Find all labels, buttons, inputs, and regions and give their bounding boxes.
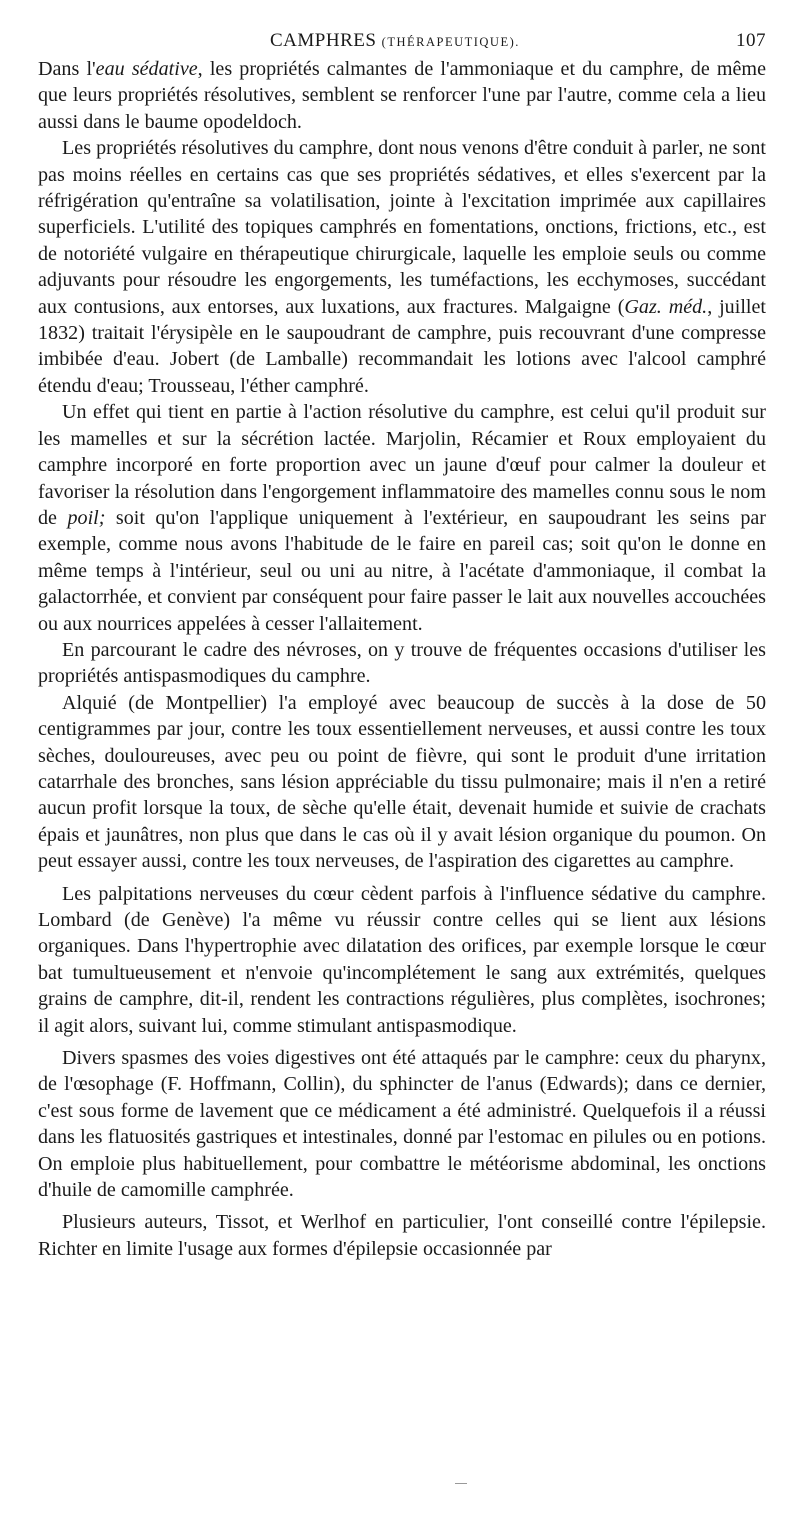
- running-head: [38, 30, 766, 56]
- text-run: Les propriétés résolutives du camphre, dont nous venons d'être conduit à parler, ne sont pas moins réelles en certains cas que ses propriétés sédatives, et elles s'exercent par la réfrigération qu'entraîne sa volatilisation, jointe à l'excitation imprimée aux capillaires superficiels. L'utilité des topiques camphrés en fomentations, onctions, frictions, etc., est de notoriété vulgaire en thérapeutique chirurgicale, laquelle les emploie seuls ou comme adjuvants pour résoudre les engorgements, les tuméfactions, les ecchymoses, succédant aux contusions, aux entorses, aux luxations, aux fractures. Malgaigne (: [38, 137, 766, 318]
- text-run: Plusieurs auteurs, Tissot, et Werlhof en particulier, l'ont conseillé contre l'épilepsie. Richter en limite l'usage aux formes d'épilepsie occasionnée par: [38, 1211, 766, 1260]
- body-text: [38, 56, 766, 1262]
- paragraph: [38, 135, 766, 399]
- paragraph: [38, 690, 766, 875]
- running-title-subtitle: (THÉRAPEUTIQUE).: [381, 35, 520, 49]
- text-run: , juillet 1832) traitait l'érysipèle en le saupoudrant de camphre, puis recouvrant d'une compresse imbibée d'eau. Jobert (de Lamballe) recommandait les lotions avec l'alcool camphré étendu d'eau; Trousseau, l'éther camphré.: [38, 295, 766, 397]
- italic-text: poil;: [67, 506, 106, 529]
- italic-text: eau sédative: [95, 58, 198, 80]
- text-run: Dans l': [38, 58, 96, 80]
- footer-mark: [455, 1483, 467, 1484]
- text-run: , les propriétés calmantes de l'ammoniaque et du camphre, de même que leurs propriétés résolutives, semblent se renforcer l'une par l'autre, comme cela a lieu aussi dans le baume opodeldoch.: [38, 58, 766, 133]
- paragraph: [38, 881, 766, 1039]
- text-run: Divers spasmes des voies digestives ont été attaqués par le camphre: ceux du pharynx, de l'œsophage (F. Hoffmann, Collin), du sphincter de l'anus (Edwards); dans ce dernier, c'est sous forme de lavement que ce médicament a été administré. Quelquefois il a réussi dans les flatuosités gastriques et intestinales, donné par l'estomac en pilules ou en potions. On emploie plus habituellement, pour combattre le météorisme abdominal, les onctions d'huile de camomille camphrée.: [38, 1047, 766, 1202]
- page-number: 107: [736, 30, 766, 51]
- paragraph: [38, 56, 766, 135]
- paragraph: [38, 1209, 766, 1262]
- paragraph: [38, 1045, 766, 1203]
- page: [38, 30, 766, 1262]
- running-title-main: CAMPHRES: [270, 30, 377, 51]
- italic-text: Gaz. méd.: [624, 295, 708, 318]
- text-run: soit qu'on l'applique uniquement à l'extérieur, en saupoudrant les seins par exemple, comme nous avons l'habitude de le faire en pareil cas; soit qu'on le donne en même temps à l'intérieur, seul ou uni au nitre, à l'acétate d'ammoniaque, il combat la galactorrhée, et convient par conséquent pour faire passer le lait aux nouvelles accouchées ou aux nourrices appelées à cesser l'allaitement.: [38, 506, 766, 635]
- text-run: Un effet qui tient en partie à l'action résolutive du camphre, est celui qu'il produit sur les mamelles et sur la sécrétion lactée. Marjolin, Récamier et Roux employaient du camphre incorporé en forte proportion avec un jaune d'œuf pour calmer la douleur et favoriser la résolution dans l'engorgement inflammatoire des mamelles connu sous le nom de: [38, 401, 766, 529]
- paragraph: [38, 637, 766, 690]
- running-title: [270, 30, 520, 52]
- text-run: Alquié (de Montpellier) l'a employé avec beaucoup de succès à la dose de 50 centigrammes par jour, contre les toux essentiellement nerveuses, et aussi contre les toux sèches, douloureuses, avec peu ou point de fièvre, qui sont le produit d'une irritation catarrhale des bronches, sans lésion appréciable du tissu pulmonaire; mais il n'en a retiré aucun profit lorsque la toux, de sèche qu'elle était, devenait humide et suivie de crachats épais et jaunâtres, non plus que dans le cas où il y avait lésion organique du poumon. On peut essayer aussi, contre les toux nerveuses, de l'aspiration des cigarettes au camphre.: [38, 691, 766, 873]
- text-run: En parcourant le cadre des névroses, on y trouve de fréquentes occasions d'utiliser les propriétés antispasmodiques du camphre.: [38, 638, 766, 688]
- paragraph: [38, 399, 766, 637]
- text-run: Les palpitations nerveuses du cœur cèdent parfois à l'influence sédative du camphre. Lombard (de Genève) l'a même vu réussir contre celles qui se lient aux lésions organiques. Dans l'hypertrophie avec dilatation des orifices, par exemple lorsque le cœur bat tumultueusement et n'envoie qu'incomplétement le sang aux extrémités, quelques grains de camphre, dit-il, rendent les contractions régulières, plus complètes, isochrones; il agit alors, suivant lui, comme stimulant antispasmodique.: [38, 882, 766, 1037]
